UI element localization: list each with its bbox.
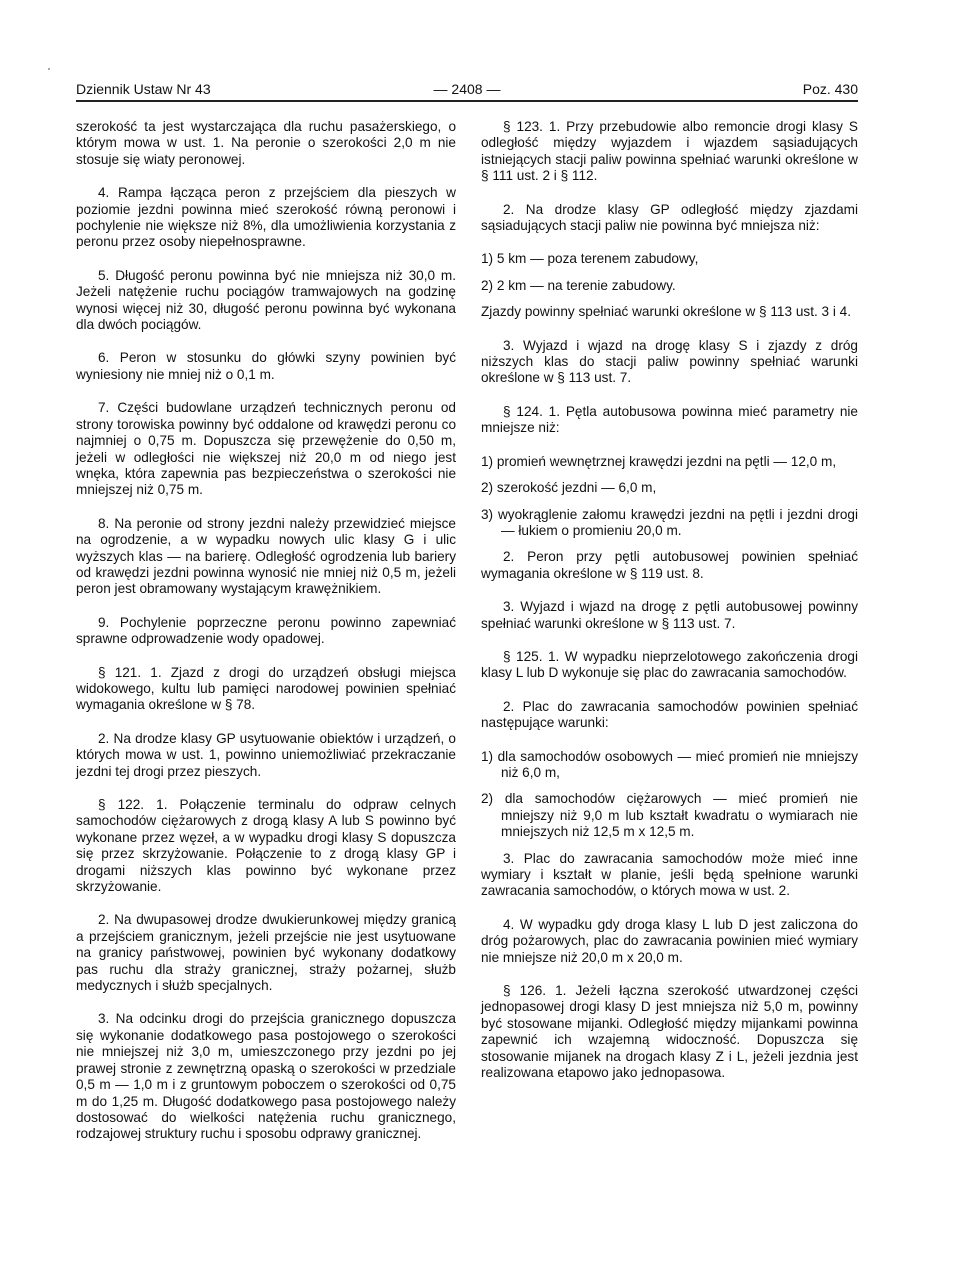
paragraph: 3. Plac do zawracania samochodów może mieć inne wymiary i kształt w planie, jeśli będą spełnione warunki zawracania samochodów, o których mowa w ust. 2. — [481, 850, 858, 899]
paragraph: 2. Na drodze klasy GP odległość między zjazdami sąsiadujących stacji paliw nie powinna być mniejsza niż: — [481, 201, 858, 234]
paragraph: Zjazdy powinny spełniać warunki określone w § 113 ust. 3 i 4. — [481, 304, 851, 320]
paragraph: § 124. 1. Pętla autobusowa powinna mieć parametry nie mniejsze niż: — [481, 403, 858, 436]
list-item: 2) dla samochodów ciężarowych — mieć promień nie mniejszy niż 9,0 m lub kształt kwadratu o wymiarach nie mniejszych niż 12,5 m x 12,5 m. — [481, 791, 858, 840]
paragraph: 4. W wypadku gdy droga klasy L lub D jest zaliczona do dróg pożarowych, plac do zawracania powinien mieć wymiary nie mniejsze niż 20,0 m x 20,0 m. — [481, 916, 858, 965]
paragraph: § 125. 1. W wypadku nieprzelotowego zakończenia drogi klasy L lub D wykonuje się plac do zawracania samochodów. — [481, 648, 858, 681]
right-column — [481, 119, 858, 1098]
list-item: 3) wyokrąglenie załomu krawędzi jezdni na pętli i jezdni drogi — łukiem o promieniu 20,0 m. — [481, 506, 858, 538]
scan-speck — [48, 68, 50, 70]
paragraph: 8. Na peronie od strony jezdni należy przewidzieć miejsce na ogrodzenie, a w wypadku nowych ulic klasy G i ulic wyższych klas — na barierę. Odległość ogrodzenia lub bariery od krawędzi jezdni powinna wynosić nie mniej niż 0,5 m, jeżeli peron jest obramowany wystającym krawężnikiem. — [76, 515, 456, 597]
list-item: 2) 2 km — na terenie zabudowy. — [481, 277, 676, 293]
header-rule — [76, 100, 858, 102]
paragraph: 3. Na odcinku drogi do przejścia granicznego dopuszcza się wykonanie dodatkowego pasa postojowego o szerokości nie mniejszej niż 3,0 m, umieszczonego przy jezdni po jej prawej stronie z zewnętrzną opaską o szerokości w przedziale 0,5 m — 1,0 m i z gruntowym poboczem o szerokości od 0,75 m do 1,25 m. Długość dodatkowego pasa postojowego należy dostosować do wielkości natężenia ruchu granicznego, rodzajowej struktury ruchu i sposobu odprawy granicznej. — [76, 1011, 456, 1142]
page-header — [76, 80, 858, 100]
left-column — [76, 119, 456, 1160]
paragraph: 4. Rampa łącząca peron z przejściem dla pieszych w poziomie jezdni powinna mieć szerokość równą peronowi i pochylenie nie większe niż 8%, dla umożliwienia korzystania z peronu przez osoby niepełnosprawne. — [76, 185, 456, 250]
list-item: 2) szerokość jezdni — 6,0 m, — [481, 480, 657, 496]
paragraph: § 126. 1. Jeżeli łączna szerokość utwardzonej części jednopasowej drogi klasy D jest mniejsza niż 5,0 m, powinny być stosowane mijanki. Odległość między mijankami powinna zapewnić ich wzajemną widoczność. Dopuszcza się stosowanie mijanek na drogach klasy Z i L, jeżeli jezdnia jest realizowana etapowo jako jednopasowa. — [481, 983, 858, 1081]
journal-title: Dziennik Ustaw Nr 43 — [76, 81, 211, 97]
paragraph: 6. Peron w stosunku do główki szyny powinien być wyniesiony nie mniej niż o 0,1 m. — [76, 350, 456, 382]
list-item: 1) dla samochodów osobowych — mieć promień nie mniejszy niż 6,0 m, — [481, 748, 858, 780]
paragraph: 7. Części budowlane urządzeń technicznych peronu od strony torowiska powinny być oddalone od krawędzi peronu co najmniej o 0,75 m. Dopuszcza się przewężenie do 0,50 m, jeżeli w odległości nie większej niż 20,0 m od niego jest wnęka, która zapewnia pas bezpieczeństwa o szerokości nie mniejszej niż 0,75 m. — [76, 400, 456, 498]
paragraph: 3. Wyjazd i wjazd na drogę klasy S i zjazdy z dróg niższych klas do stacji paliw powinny spełniać warunki określone w § 113 ust. 7. — [481, 337, 858, 386]
paragraph: 9. Pochylenie poprzeczne peronu powinno zapewniać sprawne odprowadzenie wody opadowej. — [76, 614, 456, 647]
position-number: Poz. 430 — [802, 81, 858, 97]
paragraph: § 121. 1. Zjazd z drogi do urządzeń obsługi miejsca widokowego, kultu lub pamięci narodowej powinien spełniać wymagania określone w § 78. — [76, 664, 456, 713]
paragraph: 3. Wyjazd i wjazd na drogę z pętli autobusowej powinny spełniać warunki określone w § 113 ust. 7. — [481, 599, 858, 631]
paragraph: 2. Na drodze klasy GP usytuowanie obiektów i urządzeń, o których mowa w ust. 1, powinno uniemożliwiać przekraczanie jezdni tej drogi przez pieszych. — [76, 730, 456, 779]
paragraph: § 123. 1. Przy przebudowie albo remoncie drogi klasy S odległość między wyjazdem i wjazdem sąsiadujących istniejących stacji paliw powinna spełniać warunki określone w § 111 ust. 2 i § 112. — [481, 119, 858, 184]
list-item: 1) 5 km — poza terenem zabudowy, — [481, 251, 699, 267]
page-number: — 2408 — — [433, 81, 501, 97]
paragraph: 2. Na dwupasowej drodze dwukierunkowej między granicą a przejściem granicznym, jeżeli przejście nie jest usytuowane na granicy państwowej, powinien być wykonany dodatkowy pas ruchu dla straży granicznej, straży pożarnej, służb medycznych i służb specjalnych. — [76, 912, 456, 994]
paragraph: 2. Peron przy pętli autobusowej powinien spełniać wymagania określone w § 119 ust. 8. — [481, 549, 858, 581]
paragraph: § 122. 1. Połączenie terminalu do odpraw celnych samochodów ciężarowych z drogą klasy A lub S powinno być wykonane przez węzeł, a w wypadku drogi klasy S dopuszcza się przez skrzyżowanie. Połączenie to z drogą klasy GP i drogami niższych klas powinno być wykonane przez skrzyżowanie. — [76, 797, 456, 895]
paragraph: 5. Długość peronu powinna być nie mniejsza niż 30,0 m. Jeżeli natężenie ruchu pociągów tramwajowych na godzinę wynosi więcej niż 30, długość peronu powinna być wykonana dla dwóch pociągów. — [76, 267, 456, 333]
paragraph: 2. Plac do zawracania samochodów powinien spełniać następujące warunki: — [481, 698, 858, 731]
paragraph: szerokość ta jest wystarczająca dla ruchu pasażerskiego, o którym mowa w ust. 1. Na peronie o szerokości 2,0 m nie stosuje się wiaty peronowej. — [76, 119, 456, 167]
list-item: 1) promień wewnętrznej krawędzi jezdni na pętli — 12,0 m, — [481, 453, 837, 469]
